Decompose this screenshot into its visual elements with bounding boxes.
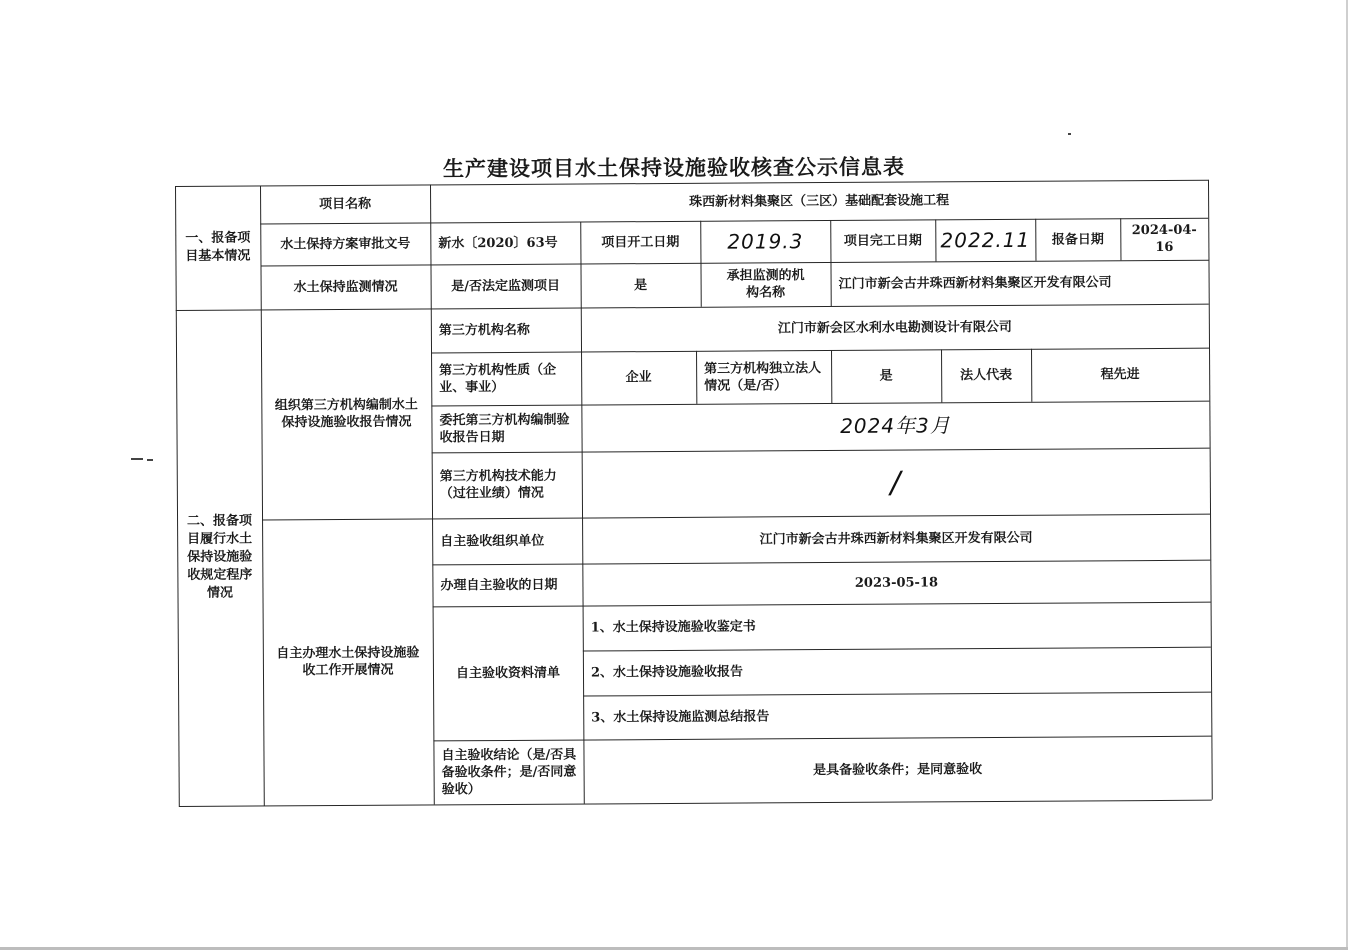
page-title: 生产建设项目水土保持设施验收核查公示信息表 xyxy=(442,153,906,182)
approval-number: 新水〔2020〕63号 xyxy=(438,235,558,251)
self-check-date-label: 办理自主验收的日期 xyxy=(440,577,558,593)
third-party-nature-value: 企业 xyxy=(625,370,652,386)
section2-header: 二、报备项目履行水土保持设施验收规定程序情况 xyxy=(186,513,253,601)
start-date-label: 项目开工日期 xyxy=(601,234,680,250)
commission-date-label: 委托第三方机构编制验收报告日期 xyxy=(439,412,570,445)
approval-label: 水土保持方案审批文号 xyxy=(280,236,411,252)
third-party-nature-label: 第三方机构性质（企业、事业） xyxy=(439,362,557,395)
info-table xyxy=(175,180,1212,806)
project-name-label: 项目名称 xyxy=(319,196,372,212)
self-check-org-label: 自主验收组织单位 xyxy=(440,533,545,549)
capability-label: 第三方机构技术能力（过往业绩）情况 xyxy=(439,468,557,502)
third-party-name-value: 江门市新会区水利水电勘测设计有限公司 xyxy=(777,319,1012,336)
doc-list-item: 2、水土保持设施验收报告 xyxy=(590,664,744,681)
doc-list-item: 3、水土保持设施监测总结报告 xyxy=(591,708,770,725)
scan-speck xyxy=(1068,133,1071,135)
monitoring-label: 水土保持监测情况 xyxy=(293,279,398,295)
doc-list-item: 1、水土保持设施验收鉴定书 xyxy=(590,619,756,636)
independent-label: 第三方机构独立法人情况（是/否） xyxy=(704,360,822,394)
report-date-value: 2024-04-16 xyxy=(1131,222,1197,256)
legal-rep-value: 程先进 xyxy=(1100,367,1140,383)
third-party-name-label: 第三方机构名称 xyxy=(438,322,530,338)
self-check-date-value: 2023-05-18 xyxy=(854,574,939,591)
capability-handwritten-slash: / xyxy=(890,465,902,501)
report-date-label: 报备日期 xyxy=(1051,231,1104,248)
statutory-label: 是/否法定监测项目 xyxy=(451,278,561,294)
conclusion-label: 自主验收结论（是/否具备验收条件；是/否同意验收） xyxy=(441,747,577,797)
scan-speck xyxy=(131,458,143,460)
self-check-group-label: 自主办理水土保持设施验收工作开展情况 xyxy=(276,645,420,679)
independent-value: 是 xyxy=(879,368,893,384)
scan-speck xyxy=(147,459,153,461)
conclusion-value: 是具备验收条件；是同意验收 xyxy=(813,761,983,778)
project-name-value: 珠西新材料集聚区（三区）基础配套设施工程 xyxy=(689,192,950,210)
commission-date-handwritten: 2024年3月 xyxy=(840,413,951,438)
start-date-handwritten: 2019.3 xyxy=(727,228,804,254)
end-date-handwritten: 2022.11 xyxy=(940,227,1031,252)
section1-header: 一、报备项目基本情况 xyxy=(185,230,251,264)
self-check-org-value: 江门市新会古井珠西新材料集聚区开发有限公司 xyxy=(759,530,1033,547)
monitor-org-value: 江门市新会古井珠西新材料集聚区开发有限公司 xyxy=(838,274,1112,292)
statutory-value: 是 xyxy=(634,277,648,293)
end-date-label: 项目完工日期 xyxy=(843,232,922,249)
legal-rep-label: 法人代表 xyxy=(960,367,1013,384)
monitor-org-label: 承担监测的机构名称 xyxy=(726,268,805,301)
self-check-docs-label: 自主验收资料清单 xyxy=(455,665,561,681)
third-party-group-label: 组织第三方机构编制水土保持设施验收报告情况 xyxy=(274,397,418,431)
